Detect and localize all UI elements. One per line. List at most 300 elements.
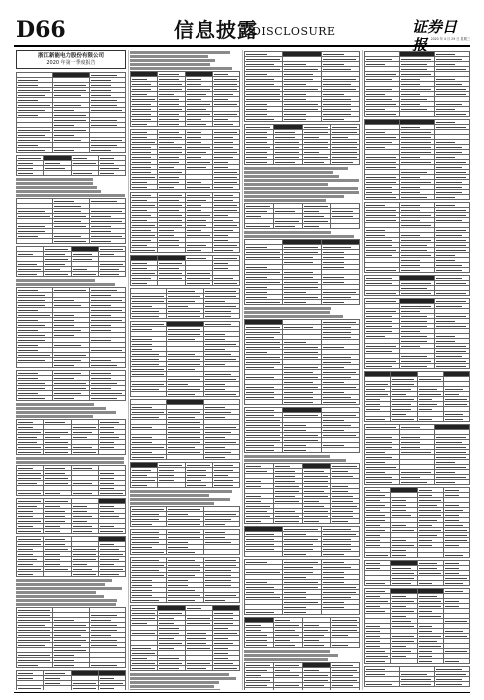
cell-text [246, 392, 274, 394]
table-cell [391, 553, 417, 558]
cell-text [168, 565, 200, 567]
cell-text [284, 64, 305, 66]
table-row [365, 480, 470, 485]
cell-text [18, 226, 45, 228]
cell-text [284, 327, 312, 329]
cell-text [304, 511, 328, 513]
cell-text [100, 574, 119, 576]
cell-text [205, 291, 237, 293]
cell-text [436, 482, 455, 484]
cell-text [45, 569, 68, 571]
cell-text [54, 221, 81, 223]
table-cell [212, 666, 239, 671]
cell-text [18, 355, 50, 357]
cell-text [284, 382, 312, 384]
cell-text [100, 427, 115, 429]
cell-text [91, 620, 111, 622]
cell-text [159, 124, 178, 126]
table-cell [131, 248, 158, 253]
cell-text [332, 162, 353, 164]
cell-text [401, 152, 431, 154]
cell-text [436, 245, 466, 247]
column-1-body [16, 72, 126, 690]
cell-text [73, 531, 92, 533]
cell-text [91, 300, 123, 302]
cell-text [436, 64, 455, 66]
cell-text [284, 89, 318, 91]
table-cell [53, 363, 89, 368]
cell-text [445, 540, 467, 542]
cell-text [168, 437, 200, 439]
financial-table [244, 662, 360, 690]
cell-text [366, 64, 385, 66]
cell-text [73, 437, 88, 439]
footer-rule [14, 692, 470, 693]
cell-text [132, 364, 159, 366]
cell-text [246, 347, 280, 349]
cell-text [401, 84, 420, 86]
cell-text [100, 163, 115, 165]
table-cell [212, 483, 239, 488]
cell-text [159, 104, 178, 106]
table-cell [212, 248, 239, 253]
cell-text [205, 412, 232, 414]
cell-text [436, 684, 462, 686]
cell-text [100, 544, 115, 546]
cell-text [246, 132, 267, 134]
cell-text [304, 670, 319, 672]
cell-text [246, 247, 267, 249]
financial-table [16, 155, 126, 176]
cell-text [304, 157, 328, 159]
cell-text [275, 142, 299, 144]
table-cell [435, 480, 470, 485]
cell-text [401, 452, 431, 454]
cell-text [284, 297, 318, 299]
cell-text [168, 524, 200, 526]
cell-text [284, 567, 312, 569]
cell-text [436, 361, 466, 363]
cell-text [214, 465, 233, 467]
cell-text [132, 124, 147, 126]
text-line [244, 191, 359, 194]
table-cell [98, 171, 125, 176]
table-cell [331, 643, 360, 648]
cell-text [159, 187, 174, 189]
cell-text [436, 177, 466, 179]
cell-text [436, 250, 466, 252]
cell-text [366, 631, 380, 633]
cell-text [45, 564, 60, 566]
cell-text [18, 564, 33, 566]
cell-text [323, 367, 344, 369]
table-cell [17, 686, 44, 691]
cell-text [214, 187, 233, 189]
cell-text [214, 633, 237, 635]
cell-text [18, 305, 45, 307]
cell-text [401, 69, 427, 71]
cell-text [18, 660, 50, 662]
cell-text [246, 481, 261, 483]
cell-text [366, 389, 385, 391]
cell-text [366, 500, 380, 502]
cell-text [214, 485, 233, 487]
cell-text [91, 75, 118, 77]
cell-text [159, 205, 182, 207]
cell-text [54, 120, 86, 122]
cell-text [132, 658, 147, 660]
cell-text [323, 282, 344, 284]
text-line [244, 658, 328, 661]
cell-text [187, 250, 202, 252]
cell-text [18, 163, 33, 165]
cell-text [392, 606, 406, 608]
cell-text [187, 633, 206, 635]
cell-text [132, 532, 159, 534]
cell-text [54, 360, 81, 362]
cell-text [214, 182, 237, 184]
cell-text [54, 305, 81, 307]
cell-text [54, 355, 86, 357]
cell-text [18, 378, 38, 380]
cell-text [304, 152, 319, 154]
cell-text [187, 162, 210, 164]
table-row [17, 663, 126, 668]
cell-text [159, 157, 178, 159]
text-line [130, 502, 214, 505]
cell-text [132, 339, 152, 341]
cell-text [304, 211, 319, 213]
cell-text [401, 162, 431, 164]
cell-text [366, 230, 385, 232]
cell-text [401, 177, 420, 179]
cell-text [366, 641, 380, 643]
cell-text [73, 526, 92, 528]
cell-text [18, 388, 45, 390]
cell-text [214, 628, 229, 630]
cell-text [323, 435, 357, 437]
cell-text [132, 359, 159, 361]
cell-text [246, 645, 267, 647]
cell-text [304, 486, 328, 488]
table-cell [417, 553, 443, 558]
cell-text [132, 329, 152, 331]
cell-text [323, 445, 344, 447]
cell-text [132, 172, 151, 174]
cell-text [436, 351, 466, 353]
text-line [244, 171, 333, 174]
cell-text [54, 290, 86, 292]
cell-text [323, 597, 351, 599]
cell-text [419, 563, 438, 565]
cell-text [132, 263, 147, 265]
cell-text [392, 568, 411, 570]
cell-text [419, 545, 433, 547]
cell-text [323, 252, 344, 254]
cell-text [91, 80, 111, 82]
cell-text [366, 596, 380, 598]
cell-text [366, 490, 380, 492]
cell-text [246, 79, 274, 81]
table-cell [167, 314, 203, 319]
table-row [17, 363, 126, 368]
cell-text [275, 496, 296, 498]
cell-text [214, 215, 229, 217]
cell-text [187, 215, 210, 217]
cell-text [54, 620, 74, 622]
cell-text [366, 515, 385, 517]
cell-text [159, 89, 182, 91]
cell-text [18, 140, 50, 142]
cell-text [392, 555, 406, 557]
cell-text [18, 145, 38, 147]
page-number: D66 [16, 17, 66, 43]
cell-text [275, 152, 299, 154]
table-row [131, 550, 240, 555]
text-line [16, 403, 94, 406]
cell-text [132, 580, 152, 582]
cell-text [168, 514, 188, 516]
table-cell [17, 396, 53, 401]
table-cell [302, 643, 331, 648]
table-cell [158, 483, 185, 488]
financial-table [364, 298, 470, 369]
cell-text [366, 505, 385, 507]
cell-text [159, 195, 182, 197]
cell-text [54, 135, 74, 137]
cell-text [18, 468, 33, 470]
cell-text [246, 582, 267, 584]
cell-text [159, 177, 178, 179]
cell-text [18, 231, 45, 233]
financial-table [130, 129, 240, 190]
cell-text [332, 521, 347, 523]
table-cell [89, 396, 125, 401]
cell-text [54, 640, 86, 642]
cell-text [323, 415, 357, 417]
cell-text [132, 524, 152, 526]
cell-text [366, 89, 392, 91]
cell-text [100, 447, 115, 449]
cell-text [214, 94, 233, 96]
cell-text [392, 525, 406, 527]
cell-text [73, 259, 92, 261]
table-cell [89, 148, 125, 153]
cell-text [332, 486, 347, 488]
table-cell [71, 450, 98, 455]
table-cell [273, 160, 302, 165]
cell-text [91, 310, 123, 312]
table-row [17, 491, 126, 496]
cell-text [445, 495, 459, 497]
cell-text [246, 445, 274, 447]
financial-table [130, 506, 240, 527]
cell-text [419, 379, 441, 381]
cell-text [419, 641, 438, 643]
cell-text [214, 157, 233, 159]
cell-text [132, 552, 164, 554]
cell-text [91, 201, 118, 203]
cell-text [91, 330, 111, 332]
cell-text [323, 337, 351, 339]
cell-text [100, 511, 115, 513]
cell-text [187, 142, 202, 144]
cell-text [284, 347, 318, 349]
cell-text [132, 245, 147, 247]
cell-text [275, 640, 290, 642]
cell-text [284, 252, 318, 254]
cell-text [275, 521, 299, 523]
cell-text [168, 389, 200, 391]
cell-text [91, 305, 111, 307]
cell-text [45, 483, 68, 485]
cell-text [168, 552, 195, 554]
cell-text [73, 274, 96, 276]
table-cell [131, 455, 167, 460]
cell-text [366, 626, 380, 628]
cell-text [214, 643, 233, 645]
text-line [244, 175, 339, 178]
text-line [16, 194, 125, 197]
cell-text [284, 377, 318, 379]
cell-text [54, 398, 74, 400]
cell-text [323, 582, 344, 584]
cell-text [132, 590, 152, 592]
cell-text [366, 591, 385, 593]
cell-text [45, 493, 60, 495]
cell-text [100, 506, 115, 508]
cell-text [45, 478, 68, 480]
text-line [130, 59, 215, 62]
cell-text [205, 442, 237, 444]
cell-text [445, 394, 459, 396]
table-cell [131, 314, 167, 319]
cell-text [401, 311, 420, 313]
financial-table [16, 670, 126, 690]
cell-text [18, 549, 33, 551]
cell-text [392, 394, 406, 396]
cell-text [214, 177, 237, 179]
cell-text [132, 663, 155, 665]
cell-text [445, 535, 467, 537]
cell-text [445, 591, 464, 593]
column-3-body [244, 51, 360, 690]
cell-text [304, 516, 328, 518]
cell-text [323, 59, 357, 61]
cell-text [132, 230, 151, 232]
cell-text [392, 409, 411, 411]
cell-text [445, 515, 459, 517]
cell-text [159, 648, 174, 650]
cell-text [187, 137, 202, 139]
cell-text [284, 302, 305, 304]
text-line [244, 183, 328, 186]
table-cell [365, 553, 391, 558]
cell-text [18, 559, 37, 561]
text-line [16, 283, 115, 286]
cell-text [366, 394, 388, 396]
cell-text [132, 132, 147, 134]
cell-text [100, 526, 115, 528]
table-cell [435, 291, 470, 296]
cell-text [45, 539, 64, 541]
cell-text [246, 387, 274, 389]
table-cell [71, 171, 98, 176]
table-cell [283, 610, 321, 615]
financial-table [130, 529, 240, 555]
cell-text [205, 374, 232, 376]
cell-text [132, 225, 155, 227]
cell-text [73, 158, 88, 160]
cell-text [205, 301, 225, 303]
cell-text [187, 167, 206, 169]
cell-text [214, 167, 229, 169]
cell-text [392, 583, 411, 585]
cell-text [54, 241, 86, 243]
column-2 [130, 50, 240, 690]
cell-text [159, 663, 182, 665]
cell-text [419, 500, 441, 502]
cell-text [323, 292, 357, 294]
cell-text [100, 688, 115, 690]
cell-text [246, 147, 270, 149]
cell-text [73, 447, 92, 449]
cell-text [392, 626, 414, 628]
cell-text [323, 114, 351, 116]
cell-text [419, 583, 433, 585]
cell-text [246, 496, 261, 498]
cell-text [445, 404, 467, 406]
cell-text [246, 587, 274, 589]
cell-text [332, 152, 356, 154]
cell-text [284, 79, 312, 81]
cell-text [332, 665, 353, 667]
cell-text [246, 282, 280, 284]
table-cell [17, 148, 53, 153]
cell-text [366, 235, 385, 237]
cell-text [91, 140, 123, 142]
cell-text [100, 442, 115, 444]
cell-text [54, 125, 74, 127]
cell-text [214, 240, 229, 242]
cell-text [366, 646, 380, 648]
cell-text [246, 539, 274, 541]
cell-text [246, 137, 267, 139]
cell-text [246, 302, 280, 304]
cell-text [132, 427, 152, 429]
cell-text [323, 257, 344, 259]
cell-text [445, 573, 459, 575]
text-line [244, 654, 338, 657]
cell-text [304, 481, 328, 483]
cell-text [91, 383, 118, 385]
cell-text [205, 542, 232, 544]
financial-table [130, 399, 240, 460]
cell-text [419, 525, 433, 527]
financial-table [130, 71, 240, 127]
cell-text [132, 457, 164, 459]
table-cell [158, 185, 185, 190]
column-divider [242, 50, 243, 690]
cell-text [205, 514, 237, 516]
text-line [244, 179, 359, 182]
cell-text [100, 168, 119, 170]
cell-text [100, 254, 115, 256]
cell-text [392, 500, 406, 502]
cell-text [18, 105, 50, 107]
cell-text [323, 64, 344, 66]
cell-text [73, 521, 88, 523]
